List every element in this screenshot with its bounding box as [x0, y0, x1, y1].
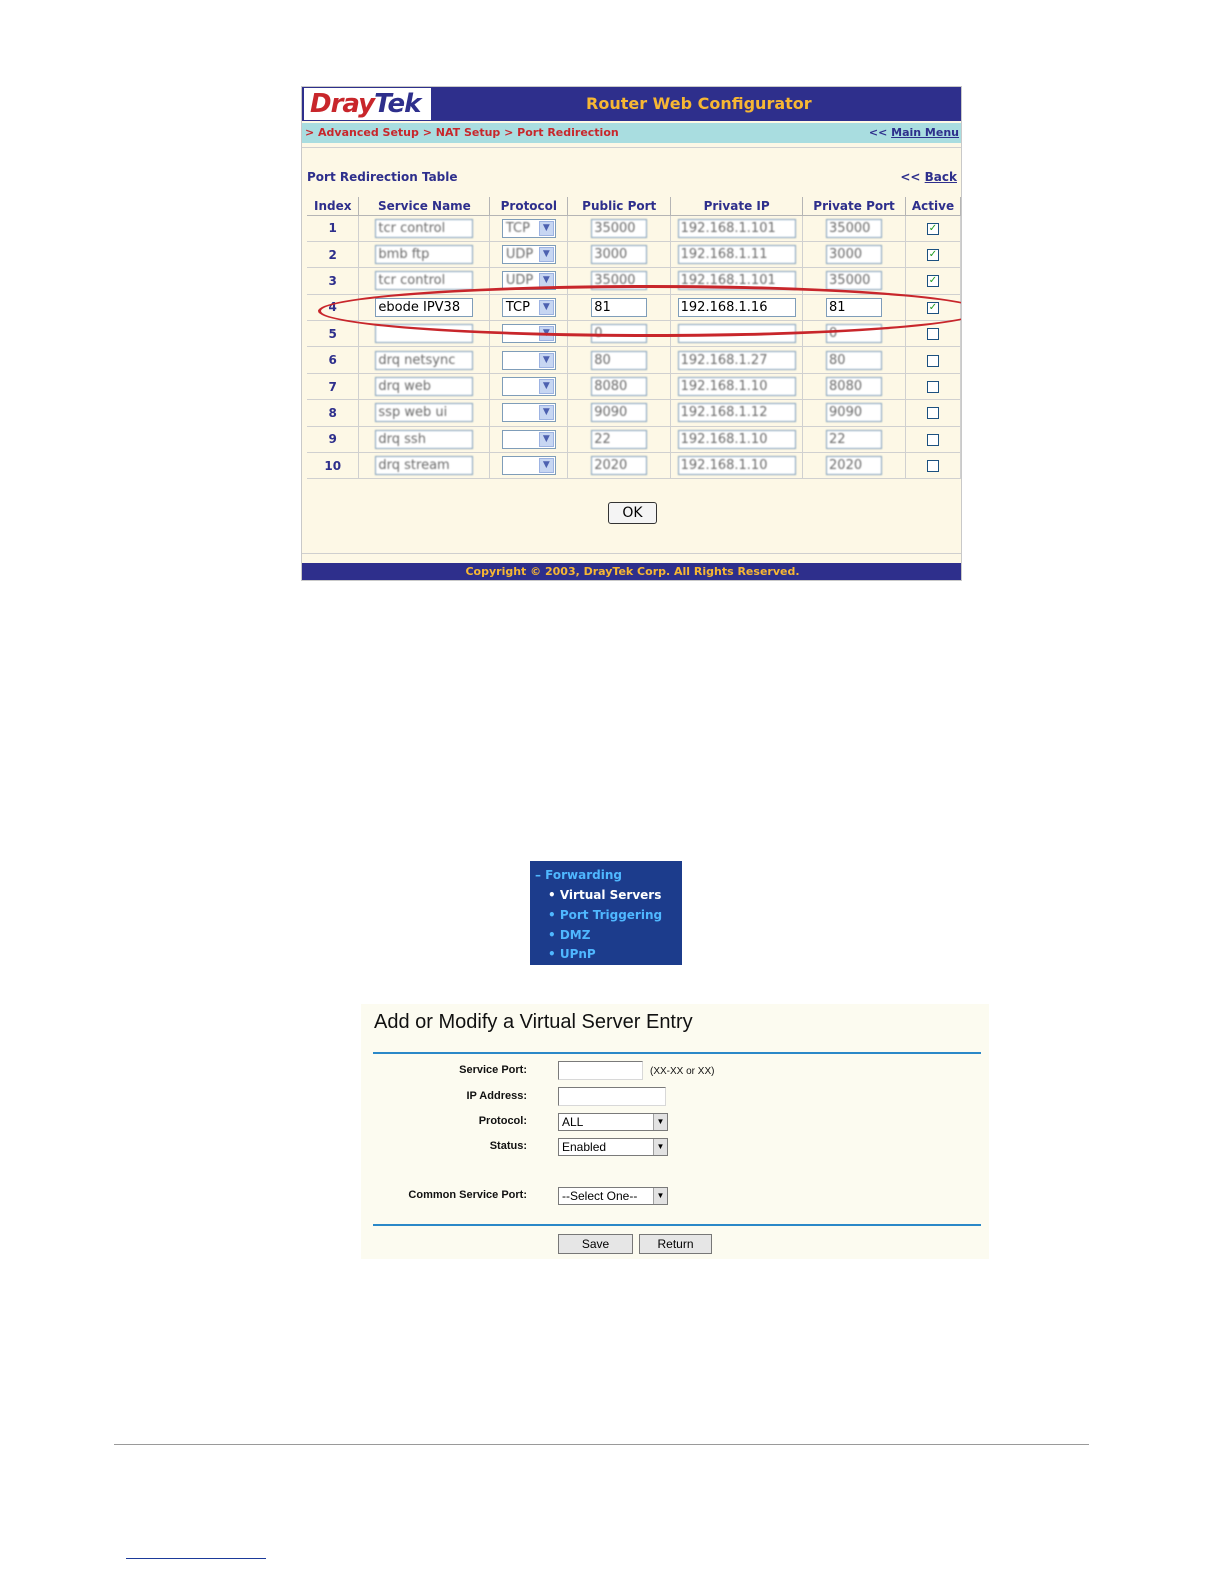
service-name-input[interactable]: bmb ftp [375, 245, 473, 264]
service-name-input[interactable]: drq web [375, 377, 473, 396]
table-row [307, 400, 961, 426]
private-port-cell [803, 373, 906, 399]
chevron-down-icon[interactable]: ▼ [539, 247, 554, 262]
table-row [307, 321, 961, 347]
table-title: Port Redirection Table [307, 170, 458, 184]
active-checkbox[interactable]: ✓ [928, 301, 938, 313]
private-port-input[interactable]: 2020 [826, 456, 882, 475]
status-select-value: Enabled [562, 1140, 607, 1154]
table-row [307, 373, 961, 399]
protocol-value: UDP [505, 247, 534, 263]
protocol-select[interactable] [502, 456, 556, 475]
protocol-cell [490, 453, 568, 479]
column-header-service-name: Service Name [359, 197, 490, 215]
column-header-active: Active [905, 197, 960, 215]
protocol-label: Protocol: [478, 1115, 527, 1127]
protocol-select[interactable] [502, 219, 556, 238]
protocol-cell [490, 426, 568, 452]
protocol-cell [490, 268, 568, 294]
service-name-cell [359, 400, 490, 426]
active-cell [905, 321, 960, 347]
ip-address-input[interactable] [558, 1087, 666, 1106]
active-checkbox[interactable] [927, 407, 939, 419]
back-link[interactable]: Back [924, 170, 957, 184]
private-port-cell [803, 241, 906, 267]
chevron-down-icon[interactable]: ▼ [539, 300, 554, 315]
page-divider [114, 1444, 1089, 1445]
private-port-input[interactable]: 80 [826, 351, 882, 370]
protocol-cell [490, 400, 568, 426]
private-ip-cell [671, 400, 803, 426]
logo-text-dray: Dray [310, 89, 375, 119]
service-name-cell [359, 426, 490, 452]
active-checkbox[interactable] [927, 434, 939, 446]
table-row [307, 268, 961, 294]
active-checkbox[interactable] [927, 355, 939, 367]
save-button[interactable]: Save [558, 1234, 633, 1254]
menu-item-dmz[interactable]: • DMZ [548, 928, 591, 942]
return-button[interactable]: Return [639, 1234, 712, 1254]
protocol-select[interactable] [502, 298, 556, 317]
row-index: 9 [307, 426, 359, 452]
public-port-cell [568, 268, 671, 294]
form-top-divider [373, 1052, 981, 1054]
table-row [307, 453, 961, 479]
footer-link-underline [126, 1558, 266, 1559]
public-port-cell [568, 241, 671, 267]
main-menu-link-wrap [869, 123, 959, 143]
table-row [307, 426, 961, 452]
form-bottom-divider [373, 1224, 981, 1226]
protocol-select[interactable] [502, 403, 556, 422]
column-header-index: Index [307, 197, 359, 215]
active-cell [905, 400, 960, 426]
private-ip-input[interactable]: 192.168.1.27 [678, 351, 796, 370]
protocol-select[interactable] [558, 1113, 668, 1131]
private-port-input[interactable]: 3000 [826, 245, 882, 264]
protocol-cell [490, 215, 568, 241]
main-menu-link[interactable]: Main Menu [891, 126, 959, 139]
protocol-value: TCP [505, 220, 530, 236]
chevron-down-icon[interactable]: ▼ [653, 1139, 667, 1155]
forwarding-menu-header[interactable]: – Forwarding [535, 868, 622, 882]
chevron-down-icon[interactable]: ▼ [539, 326, 554, 341]
service-name-cell [359, 294, 490, 320]
private-ip-cell [671, 426, 803, 452]
active-cell [905, 347, 960, 373]
chevron-down-icon[interactable]: ▼ [653, 1114, 667, 1130]
active-checkbox[interactable] [927, 460, 939, 472]
chevron-down-icon[interactable]: ▼ [539, 273, 554, 288]
service-name-input[interactable]: drq netsync [375, 351, 473, 370]
private-port-cell [803, 347, 906, 373]
ok-button[interactable]: OK [608, 502, 657, 524]
private-ip-cell [671, 373, 803, 399]
common-service-port-select[interactable] [558, 1187, 668, 1205]
private-ip-input[interactable]: 192.168.1.10 [678, 456, 796, 475]
logo-text-tek: Tek [374, 89, 421, 119]
private-ip-input[interactable]: 192.168.1.10 [678, 377, 796, 396]
common-service-port-label: Common Service Port: [408, 1189, 527, 1201]
common-service-port-value: --Select One-- [562, 1189, 638, 1203]
row-index: 7 [307, 373, 359, 399]
service-name-cell [359, 347, 490, 373]
public-port-cell [568, 321, 671, 347]
active-cell [905, 268, 960, 294]
status-select[interactable] [558, 1138, 668, 1156]
row-index: 10 [307, 453, 359, 479]
active-cell [905, 426, 960, 452]
breadcrumb: > Advanced Setup > NAT Setup > Port Redirection [305, 126, 619, 139]
public-port-cell [568, 373, 671, 399]
protocol-select[interactable] [502, 245, 556, 264]
protocol-select[interactable] [502, 351, 556, 370]
column-header-private-port: Private Port [803, 197, 906, 215]
private-ip-input[interactable]: 192.168.1.101 [678, 219, 796, 238]
copyright-footer: Copyright © 2003, DrayTek Corp. All Rights Reserved. [302, 563, 962, 581]
chevron-down-icon[interactable]: ▼ [539, 353, 554, 368]
forwarding-menu [530, 861, 682, 965]
protocol-select[interactable] [502, 324, 556, 343]
active-checkbox[interactable]: ✓ [928, 249, 938, 261]
private-ip-input[interactable]: 192.168.1.11 [678, 245, 796, 264]
service-port-hint: (XX-XX or XX) [650, 1066, 715, 1077]
private-port-cell [803, 215, 906, 241]
public-port-input[interactable]: 3000 [591, 245, 647, 264]
row-index: 5 [307, 321, 359, 347]
active-cell [905, 453, 960, 479]
service-name-input[interactable]: ebode IPV38 [375, 298, 473, 317]
chevron-down-icon[interactable]: ▼ [653, 1188, 667, 1204]
service-name-input[interactable]: tcr control [375, 219, 473, 238]
private-ip-cell [671, 215, 803, 241]
table-row [307, 241, 961, 267]
private-port-input[interactable]: 9090 [826, 403, 882, 422]
chevron-down-icon[interactable]: ▼ [539, 458, 554, 473]
protocol-cell [490, 373, 568, 399]
public-port-cell [568, 347, 671, 373]
private-ip-input[interactable]: 192.168.1.12 [678, 403, 796, 422]
public-port-cell [568, 426, 671, 452]
menu-item-port-triggering[interactable]: • Port Triggering [548, 908, 663, 922]
protocol-select[interactable] [502, 430, 556, 449]
active-cell [905, 373, 960, 399]
active-cell [905, 215, 960, 241]
private-ip-input[interactable] [678, 324, 796, 343]
private-port-input[interactable]: 0 [826, 324, 882, 343]
menu-item-upnp[interactable]: • UPnP [548, 947, 596, 961]
chevron-down-icon[interactable]: ▼ [539, 221, 554, 236]
protocol-select-value: ALL [562, 1115, 584, 1129]
active-checkbox[interactable]: ✓ [928, 275, 938, 287]
service-name-cell [359, 373, 490, 399]
protocol-cell [490, 347, 568, 373]
public-port-input[interactable]: 35000 [591, 271, 647, 290]
private-port-input[interactable]: 35000 [826, 219, 882, 238]
service-name-cell [359, 453, 490, 479]
divider [302, 553, 962, 554]
ip-address-label: IP Address: [466, 1090, 527, 1102]
private-port-input[interactable]: 35000 [826, 271, 882, 290]
private-ip-cell [671, 347, 803, 373]
service-name-input[interactable] [375, 324, 473, 343]
back-link-wrap [900, 170, 957, 184]
service-name-input[interactable]: tcr control [375, 271, 473, 290]
main-menu-prefix: << [868, 126, 892, 139]
private-port-input[interactable]: 22 [826, 430, 882, 449]
protocol-select[interactable] [502, 377, 556, 396]
status-label: Status: [489, 1140, 527, 1152]
protocol-cell [490, 294, 568, 320]
port-redirection-table [307, 197, 961, 479]
public-port-input[interactable]: 35000 [591, 219, 647, 238]
private-ip-cell [671, 453, 803, 479]
table-row [307, 215, 961, 241]
chevron-down-icon[interactable]: ▼ [539, 432, 554, 447]
private-ip-input[interactable]: 192.168.1.10 [678, 430, 796, 449]
table-row [307, 294, 961, 320]
private-ip-input[interactable]: 192.168.1.101 [678, 271, 796, 290]
row-index: 1 [307, 215, 359, 241]
service-name-input[interactable]: ssp web ui [375, 403, 473, 422]
service-name-cell [359, 241, 490, 267]
private-port-input[interactable]: 8080 [826, 377, 882, 396]
draytek-app-title: Router Web Configurator [586, 94, 812, 113]
public-port-cell [568, 453, 671, 479]
chevron-down-icon[interactable]: ▼ [539, 379, 554, 394]
private-port-cell [803, 426, 906, 452]
service-name-cell [359, 321, 490, 347]
draytek-port-redirection-screenshot [301, 86, 962, 581]
protocol-cell [490, 241, 568, 267]
private-port-cell [803, 321, 906, 347]
table-body [307, 215, 961, 479]
form-title: Add or Modify a Virtual Server Entry [374, 1011, 693, 1033]
protocol-value: TCP [505, 299, 530, 315]
public-port-input[interactable]: 22 [591, 430, 647, 449]
active-checkbox[interactable] [927, 381, 939, 393]
active-cell [905, 241, 960, 267]
private-ip-cell [671, 294, 803, 320]
service-name-cell [359, 268, 490, 294]
row-index: 2 [307, 241, 359, 267]
chevron-down-icon[interactable]: ▼ [539, 405, 554, 420]
private-ip-cell [671, 268, 803, 294]
breadcrumb-bar [302, 123, 962, 143]
private-port-cell [803, 400, 906, 426]
active-cell [905, 294, 960, 320]
active-checkbox[interactable]: ✓ [928, 222, 938, 234]
back-prefix: << [900, 170, 925, 184]
column-header-protocol: Protocol [490, 197, 568, 215]
public-port-cell [568, 294, 671, 320]
private-port-cell [803, 294, 906, 320]
public-port-input[interactable]: 9090 [591, 403, 647, 422]
menu-item-virtual-servers[interactable]: • Virtual Servers [548, 888, 662, 902]
public-port-cell [568, 400, 671, 426]
row-index: 8 [307, 400, 359, 426]
public-port-input[interactable]: 80 [591, 351, 647, 370]
public-port-input[interactable]: 0 [591, 324, 647, 343]
protocol-select[interactable] [502, 271, 556, 290]
active-checkbox[interactable] [927, 328, 939, 340]
row-index: 6 [307, 347, 359, 373]
service-name-input[interactable]: drq stream [375, 456, 473, 475]
public-port-input[interactable]: 81 [591, 298, 647, 317]
public-port-input[interactable]: 8080 [591, 377, 647, 396]
table-header-row [307, 197, 961, 215]
virtual-server-form [361, 1004, 989, 1259]
column-header-public-port: Public Port [568, 197, 671, 215]
private-ip-cell [671, 321, 803, 347]
public-port-input[interactable]: 2020 [591, 456, 647, 475]
private-ip-input[interactable]: 192.168.1.16 [678, 298, 796, 317]
draytek-logo [304, 88, 431, 120]
column-header-private-ip: Private IP [671, 197, 803, 215]
private-ip-cell [671, 241, 803, 267]
row-index: 4 [307, 294, 359, 320]
service-name-input[interactable]: drq ssh [375, 430, 473, 449]
draytek-header [302, 87, 962, 121]
service-port-label: Service Port: [459, 1064, 527, 1076]
table-row [307, 347, 961, 373]
protocol-cell [490, 321, 568, 347]
row-index: 3 [307, 268, 359, 294]
protocol-value: UDP [505, 273, 534, 289]
private-port-input[interactable]: 81 [826, 298, 882, 317]
private-port-cell [803, 268, 906, 294]
private-port-cell [803, 453, 906, 479]
service-name-cell [359, 215, 490, 241]
divider [302, 147, 962, 148]
service-port-input[interactable] [558, 1061, 643, 1080]
public-port-cell [568, 215, 671, 241]
